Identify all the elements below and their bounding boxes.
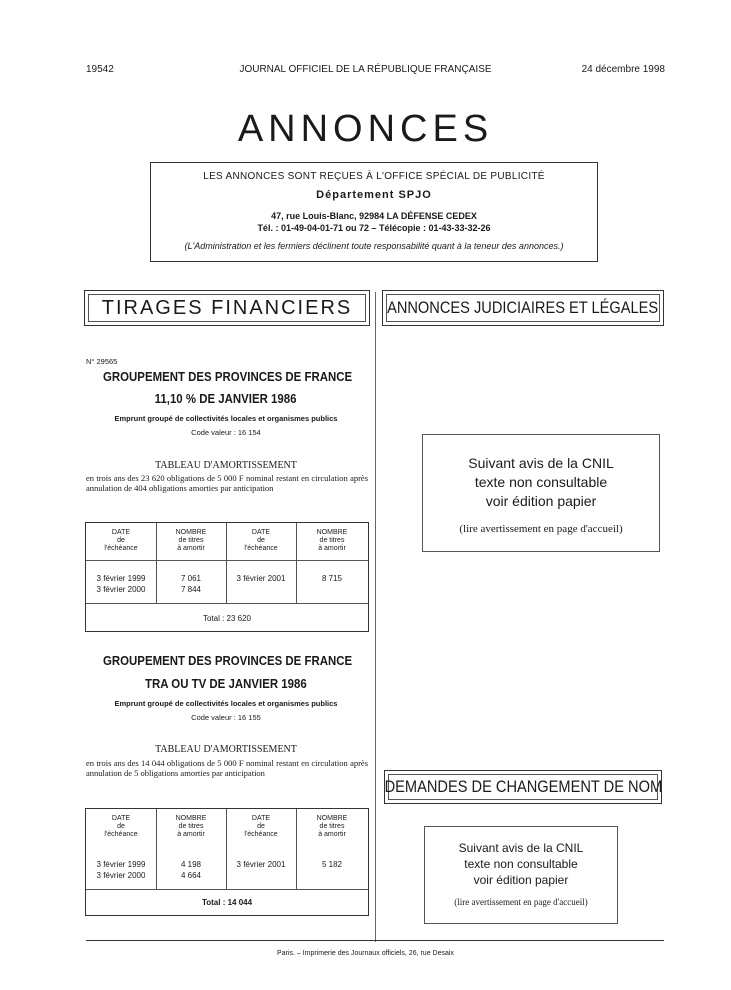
section-heading-changement-nom-label: DEMANDES DE CHANGEMENT DE NOM [384, 777, 662, 796]
table-header-nombre-1: NOMBRE de titres à amortir [175, 815, 207, 838]
cnil-line-1: Suivant avis de la CNIL [468, 455, 614, 471]
table-header-nombre-2: NOMBRE de titres à amortir [316, 815, 348, 838]
table-header-nombre-2: NOMBRE de titres à amortir [316, 529, 348, 552]
column-divider [375, 292, 376, 942]
info-disclaimer: (L'Administration et les fermiers déclinent toute responsabilité quant à la teneur des annonces.) [184, 241, 564, 251]
table-header-date-1: DATE de l'échéance [104, 815, 138, 838]
section-heading-annonces-judiciaires [382, 290, 664, 326]
notice-1-subtitle: Emprunt groupé de collectivités locales et organismes publics [114, 414, 338, 423]
cnil-note: (lire avertissement en page d'accueil) [459, 523, 623, 535]
table-cell-dates-1: 3 février 1999 3 février 2000 [96, 860, 146, 880]
cnil-line-2: texte non consultable [464, 857, 578, 871]
info-department: Département SPJO [316, 189, 432, 201]
table-header-nombre-1: NOMBRE de titres à amortir [175, 529, 207, 552]
info-address: 47, rue Louis-Blanc, 92984 LA DÉFENSE CEDEX [271, 211, 477, 221]
issue-date: 24 décembre 1998 [581, 64, 665, 75]
notice-2-code: Code valeur : 16 155 [191, 713, 261, 722]
cnil-notice-box-1 [422, 434, 660, 552]
table-cell-dates-2: 3 février 2001 [236, 574, 286, 583]
table-cell-dates-2: 3 février 2001 [236, 860, 286, 869]
table-total: Total : 14 044 [201, 898, 253, 907]
notice-1-amortization-table [85, 522, 369, 632]
notice-number: N° 29565 [86, 357, 118, 366]
table-cell-counts-1: 4 198 4 664 [180, 860, 202, 880]
table-cell-counts-2: 8 715 [321, 574, 343, 583]
section-heading-tirages-label: TIRAGES FINANCIERS [101, 296, 353, 319]
section-heading-changement-nom [384, 770, 662, 804]
page-number: 19542 [86, 64, 114, 75]
table-header-date-1: DATE de l'échéance [104, 529, 138, 552]
notice-2-issuer: GROUPEMENT DES PROVINCES DE FRANCE [102, 653, 353, 668]
cnil-note: (lire avertissement en page d'accueil) [454, 897, 588, 907]
notice-2-table-title: TABLEAU D'AMORTISSEMENT [155, 744, 297, 755]
table-header-date-2: DATE de l'échéance [244, 815, 278, 838]
notice-1-description: en trois ans des 23 620 obligations de 5 000 F nominal restant en circulation après annulation de 404 obligations amorties par anticipation [86, 473, 368, 493]
section-heading-annonces-judiciaires-label: ANNONCES JUDICIAIRES ET LÉGALES [387, 298, 659, 317]
section-heading-tirages [84, 290, 370, 326]
notice-2-subtitle: Emprunt groupé de collectivités locales et organismes publics [114, 699, 338, 708]
notice-2-amortization-table [85, 808, 369, 916]
table-total: Total : 23 620 [202, 614, 252, 623]
publicity-info-box [150, 162, 598, 262]
table-cell-counts-1: 7 061 7 844 [180, 574, 202, 594]
info-phone: Tél. : 01-49-04-01-71 ou 72 – Télécopie : 01-43-33-32-26 [257, 223, 491, 233]
cnil-line-3: voir édition papier [473, 873, 569, 887]
notice-2-description: en trois ans des 14 044 obligations de 5 000 F nominal restant en circulation après annulation de 5 obligations amorties par anticipation [86, 758, 368, 778]
footer-rule [86, 940, 664, 941]
footer-printer: Paris. – Imprimerie des Journaux officiels, 26, rue Desaix [277, 950, 454, 957]
notice-1-loan: 11,10 % DE JANVIER 1986 [155, 391, 297, 406]
table-header-date-2: DATE de l'échéance [244, 529, 278, 552]
page-title: ANNONCES [237, 108, 494, 150]
cnil-notice-box-2 [424, 826, 618, 924]
notice-1-table-title: TABLEAU D'AMORTISSEMENT [155, 460, 297, 471]
journal-title: JOURNAL OFFICIEL DE LA RÉPUBLIQUE FRANÇAISE [239, 64, 492, 75]
notice-1-issuer: GROUPEMENT DES PROVINCES DE FRANCE [102, 369, 353, 384]
table-cell-counts-2: 5 182 [321, 860, 343, 869]
notice-2-loan: TRA OU TV DE JANVIER 1986 [145, 676, 307, 691]
info-line-1: LES ANNONCES SONT REÇUES À L'OFFICE SPÉCIAL DE PUBLICITÉ [203, 171, 545, 182]
table-cell-dates-1: 3 février 1999 3 février 2000 [96, 574, 146, 594]
cnil-line-1: Suivant avis de la CNIL [458, 841, 584, 855]
cnil-line-2: texte non consultable [474, 474, 608, 490]
notice-1-code: Code valeur : 16 154 [191, 428, 261, 437]
cnil-line-3: voir édition papier [485, 493, 597, 509]
